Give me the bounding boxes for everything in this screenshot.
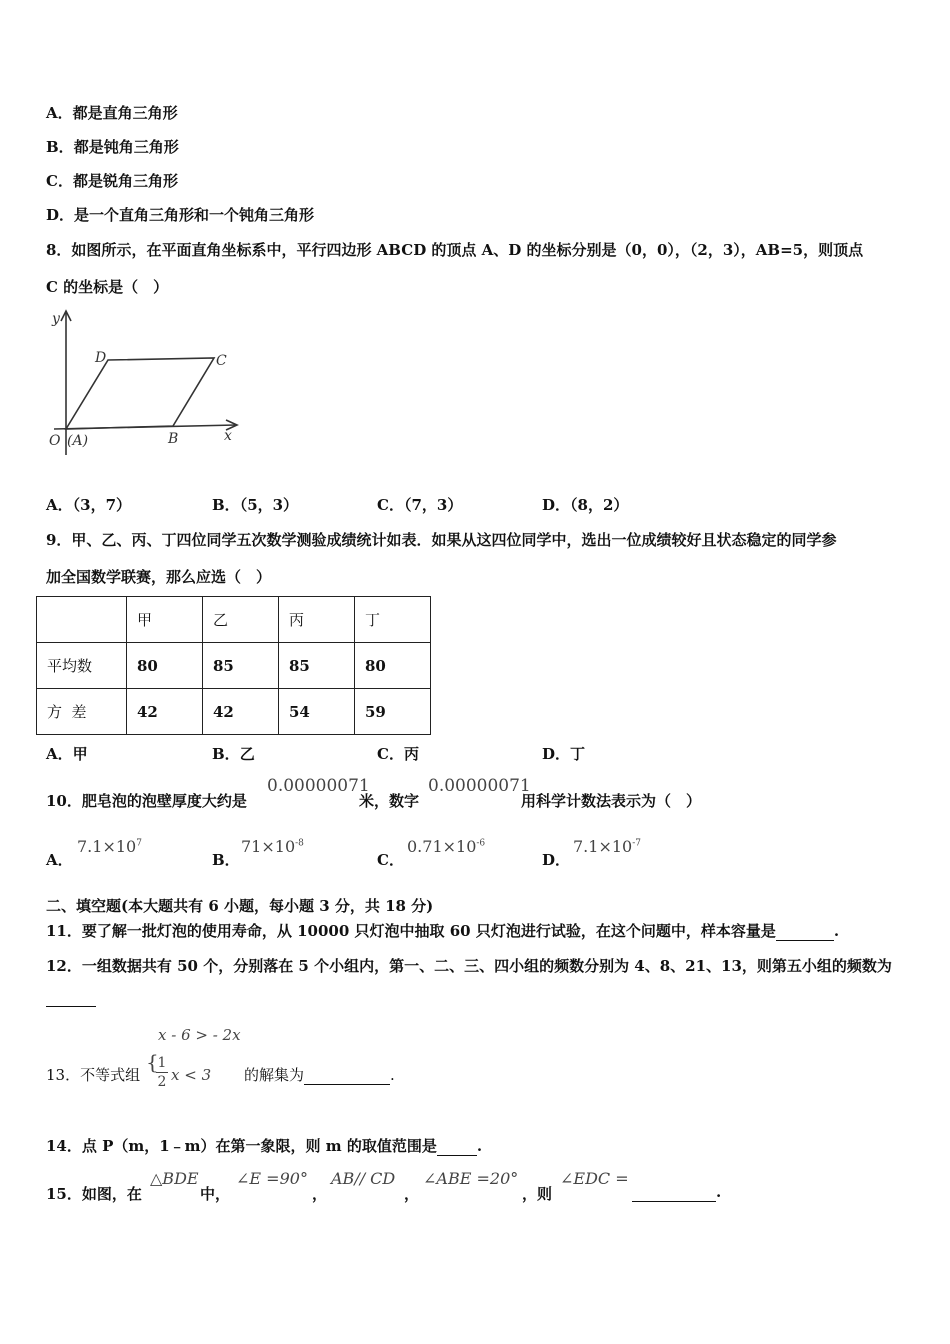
q10-option-b: B． [212, 851, 240, 869]
q8-parallelogram-figure [40, 305, 255, 465]
vertex-b-label: B [168, 431, 179, 447]
q10-number-1: 0.00000071 [267, 776, 370, 796]
origin-label: O [49, 433, 61, 449]
q13-fraction-denominator: 2 [157, 1074, 167, 1090]
q8-stem-line1: 8．如图所示，在平面直角坐标系中，平行四边形 ABCD 的顶点 A、D 的坐标分别是（0，0），（2，3），AB=5，则顶点 [46, 241, 864, 259]
table-cell: 80 [355, 643, 431, 689]
q7-option-b: B．都是钝角三角形 [46, 138, 179, 156]
q15-angle-abe: ∠ABE =20° [423, 1169, 519, 1188]
q9-option-c: C．丙 [377, 745, 419, 763]
q14-answer-blank [437, 1137, 477, 1156]
q9-option-a: A．甲 [46, 745, 88, 763]
q7-option-d: D．是一个直角三角形和一个钝角三角形 [46, 206, 315, 224]
table-cell: 54 [279, 689, 355, 735]
q13-prefix: 13．不等式组 [46, 1066, 141, 1084]
vertex-c-label: C [216, 353, 227, 369]
q15-prefix: 15．如图，在 [46, 1185, 142, 1203]
table-header-cell [37, 597, 127, 643]
q12-stem: 12．一组数据共有 50 个，分别落在 5 个小组内，第一、二、三、四小组的频数分别为 4、8、21、13，则第五小组的频数为 [46, 957, 892, 975]
origin-a-label: (A) [67, 433, 89, 449]
table-cell: 平均数 [37, 643, 127, 689]
q7-option-a: A．都是直角三角形 [46, 104, 178, 122]
x-axis-label: x [224, 428, 232, 444]
q15-mid-2: ，则 [522, 1185, 553, 1203]
q13-answer-blank [304, 1066, 390, 1085]
q7-option-c: C．都是锐角三角形 [46, 172, 178, 190]
q15-mid-1: 中， [200, 1185, 231, 1203]
section-2-heading: 二、填空题(本大题共有 6 小题，每小题 3 分，共 18 分) [46, 897, 434, 915]
q15-answer: . [632, 1183, 721, 1202]
q13-ineq-2-rest: x < 3 [171, 1066, 212, 1084]
q8-option-c: C．（7，3） [377, 496, 463, 514]
table-cell: 方 差 [37, 689, 127, 735]
q9-option-d: D．丁 [542, 745, 586, 763]
q10-option-c-value: $0.71\times 10^{-6}$ [407, 837, 486, 856]
q15-answer-blank [632, 1183, 716, 1202]
q11-stem: 11．要了解一批灯泡的使用寿命，从 10000 只灯泡中抽取 60 只灯泡进行试验，在这个问题中，样本容量是 . [46, 922, 840, 940]
parallelogram-abcd [66, 358, 214, 429]
q9-option-b: B．乙 [212, 745, 255, 763]
q12-answer-blank [46, 1006, 96, 1007]
table-cell: 85 [279, 643, 355, 689]
q13-fraction-numerator: 1 [157, 1055, 167, 1071]
q13-fraction-bar [156, 1072, 168, 1073]
q15-comma-1: ， [312, 1185, 328, 1203]
q15-angle-e: ∠E =90° [236, 1169, 308, 1188]
q10-option-a: A． [46, 851, 73, 869]
table-header-cell: 甲 [127, 597, 203, 643]
q8-option-b: B．（5，3） [212, 496, 299, 514]
q13-fraction [156, 1055, 168, 1090]
q10-stem-middle: 米，数字 [359, 792, 420, 810]
table-row [37, 643, 431, 689]
q10-option-c: C． [377, 851, 404, 869]
table-header-cell: 丁 [355, 597, 431, 643]
table-cell: 80 [127, 643, 203, 689]
q15-parallel: AB// CD [331, 1169, 396, 1188]
q13-brace: { [146, 1050, 159, 1074]
q15-triangle: △BDE [150, 1169, 199, 1188]
table-header-cell: 乙 [203, 597, 279, 643]
q10-number-2: 0.00000071 [428, 776, 531, 796]
table-cell: 42 [127, 689, 203, 735]
q11-answer-blank [776, 922, 834, 941]
y-axis-label: y [52, 311, 60, 327]
table-cell: 85 [203, 643, 279, 689]
q8-option-a: A．（3，7） [46, 496, 132, 514]
q8-option-d: D．（8，2） [542, 496, 629, 514]
vertex-d-label: D [95, 350, 107, 366]
q9-stem-line2: 加全国数学联赛，那么应选（ ） [46, 568, 272, 586]
q15-angle-edc: ∠EDC = [560, 1169, 629, 1188]
q10-stem-suffix: 用科学计数法表示为（ ） [521, 792, 702, 810]
q10-option-a-value: $7.1\times 10^7$ [77, 837, 142, 856]
q13-ineq-1: x - 6 > - 2x [158, 1026, 241, 1044]
table-row [37, 597, 431, 643]
q10-option-b-value: $71\times 10^{-8}$ [241, 837, 304, 856]
table-cell: 59 [355, 689, 431, 735]
q10-stem: 10．肥皂泡的泡壁厚度大约是 [46, 792, 247, 810]
table-cell: 42 [203, 689, 279, 735]
q13-suffix: 的解集为 . [244, 1066, 395, 1084]
q15-comma-2: ， [404, 1185, 420, 1203]
q14-stem: 14．点 P（m，1﹣m）在第一象限，则 m 的取值范围是 . [46, 1137, 483, 1155]
q8-stem-line2: C 的坐标是（ ） [46, 278, 169, 296]
table-header-cell: 丙 [279, 597, 355, 643]
q9-stem-line1: 9．甲、乙、丙、丁四位同学五次数学测验成绩统计如表．如果从这四位同学中，选出一位成绩较好且状态稳定的同学参 [46, 531, 837, 549]
table-row [37, 689, 431, 735]
q10-option-d: D． [542, 851, 571, 869]
q10-option-d-value: $7.1\times 10^{-7}$ [573, 837, 641, 856]
q9-score-table [36, 596, 431, 735]
